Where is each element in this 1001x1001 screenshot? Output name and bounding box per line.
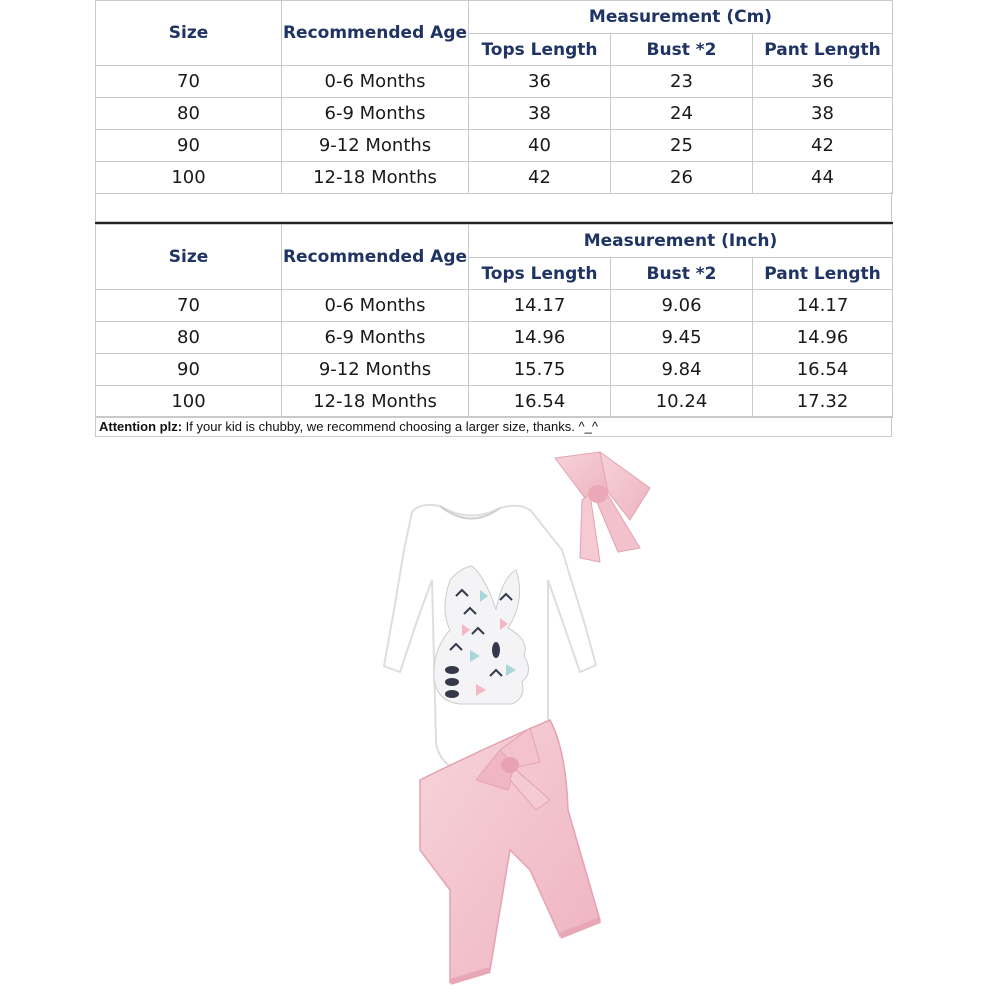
cell-bust: 25 bbox=[611, 130, 753, 162]
bunny-print-icon bbox=[434, 566, 529, 704]
cell-size: 80 bbox=[96, 98, 282, 130]
cell-tops: 38 bbox=[469, 98, 611, 130]
cell-pant: 14.96 bbox=[753, 322, 893, 354]
table-spacer bbox=[95, 192, 892, 222]
cell-pant: 16.54 bbox=[753, 354, 893, 386]
attention-note bbox=[95, 416, 892, 437]
cell-tops: 14.96 bbox=[469, 322, 611, 354]
cell-age: 6-9 Months bbox=[282, 322, 469, 354]
size-chart-inch bbox=[95, 224, 893, 418]
header-bust: Bust *2 bbox=[611, 258, 753, 290]
table-row bbox=[96, 98, 893, 130]
cell-pant: 17.32 bbox=[753, 386, 893, 418]
table-row bbox=[96, 130, 893, 162]
cell-tops: 16.54 bbox=[469, 386, 611, 418]
cell-age: 0-6 Months bbox=[282, 66, 469, 98]
cell-bust: 10.24 bbox=[611, 386, 753, 418]
cell-bust: 24 bbox=[611, 98, 753, 130]
cell-pant: 14.17 bbox=[753, 290, 893, 322]
cell-pant: 42 bbox=[753, 130, 893, 162]
attention-text: If your kid is chubby, we recommend choosing a larger size, thanks. ^_^ bbox=[182, 419, 598, 434]
table-row bbox=[96, 386, 893, 418]
cell-size: 70 bbox=[96, 66, 282, 98]
header-tops-length: Tops Length bbox=[469, 258, 611, 290]
table-row bbox=[96, 354, 893, 386]
table-row bbox=[96, 162, 893, 194]
headband-bow-icon bbox=[555, 452, 650, 562]
cell-bust: 23 bbox=[611, 66, 753, 98]
cell-age: 0-6 Months bbox=[282, 290, 469, 322]
table-row bbox=[96, 290, 893, 322]
header-size: Size bbox=[96, 1, 282, 66]
cell-size: 80 bbox=[96, 322, 282, 354]
cell-age: 6-9 Months bbox=[282, 98, 469, 130]
cell-age: 12-18 Months bbox=[282, 386, 469, 418]
header-recommended-age: Recommended Age bbox=[282, 225, 469, 290]
cell-size: 100 bbox=[96, 162, 282, 194]
cell-age: 9-12 Months bbox=[282, 130, 469, 162]
cell-bust: 26 bbox=[611, 162, 753, 194]
cell-bust: 9.06 bbox=[611, 290, 753, 322]
cell-tops: 36 bbox=[469, 66, 611, 98]
cell-pant: 36 bbox=[753, 66, 893, 98]
cell-tops: 15.75 bbox=[469, 354, 611, 386]
cell-size: 90 bbox=[96, 354, 282, 386]
header-size: Size bbox=[96, 225, 282, 290]
cell-pant: 38 bbox=[753, 98, 893, 130]
cell-age: 12-18 Months bbox=[282, 162, 469, 194]
cell-size: 70 bbox=[96, 290, 282, 322]
attention-label: Attention plz: bbox=[99, 419, 183, 434]
header-measurement: Measurement (Inch) bbox=[469, 225, 893, 258]
cell-tops: 40 bbox=[469, 130, 611, 162]
bodysuit-icon bbox=[384, 505, 596, 786]
product-image-outfit bbox=[300, 450, 700, 990]
size-chart-cm bbox=[95, 0, 893, 194]
table-row bbox=[96, 322, 893, 354]
header-tops-length: Tops Length bbox=[469, 34, 611, 66]
cell-pant: 44 bbox=[753, 162, 893, 194]
cell-size: 100 bbox=[96, 386, 282, 418]
cell-bust: 9.84 bbox=[611, 354, 753, 386]
header-pant-length: Pant Length bbox=[753, 34, 893, 66]
table-row bbox=[96, 66, 893, 98]
header-recommended-age: Recommended Age bbox=[282, 1, 469, 66]
cell-age: 9-12 Months bbox=[282, 354, 469, 386]
cell-size: 90 bbox=[96, 130, 282, 162]
cell-bust: 9.45 bbox=[611, 322, 753, 354]
cell-tops: 42 bbox=[469, 162, 611, 194]
header-bust: Bust *2 bbox=[611, 34, 753, 66]
header-pant-length: Pant Length bbox=[753, 258, 893, 290]
header-measurement: Measurement (Cm) bbox=[469, 1, 893, 34]
cell-tops: 14.17 bbox=[469, 290, 611, 322]
